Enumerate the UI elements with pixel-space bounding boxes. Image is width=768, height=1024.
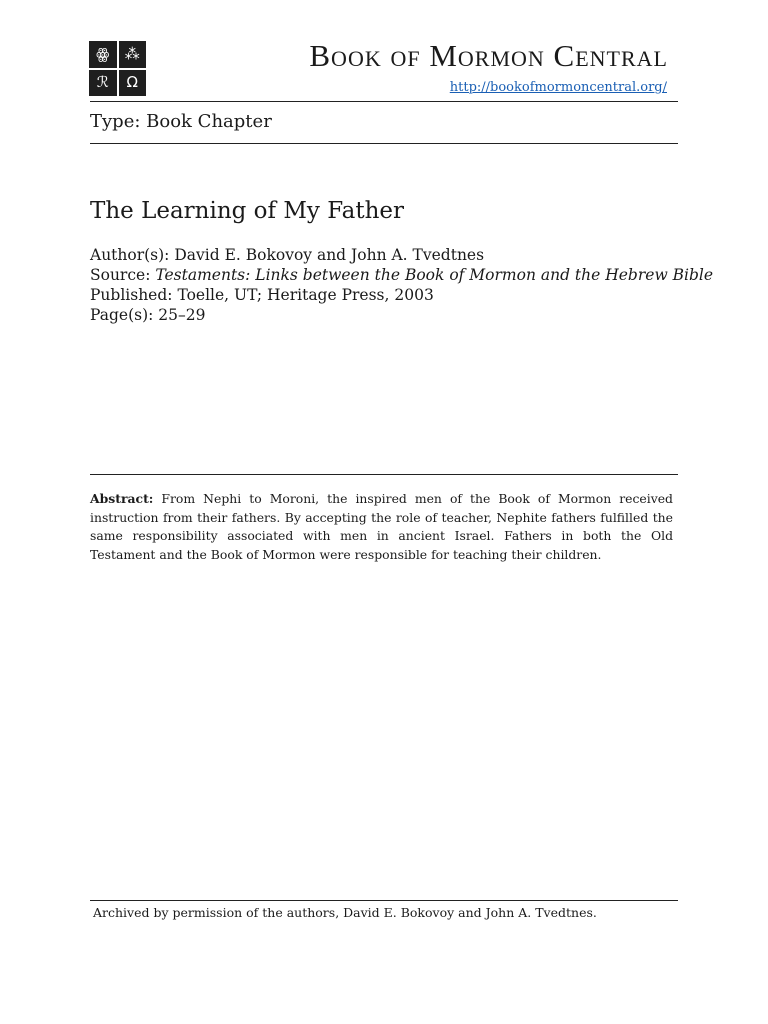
brand-title: Book of Mormon Central (309, 38, 668, 73)
footer-divider (90, 900, 678, 901)
book-of-mormon-central-logo (89, 41, 146, 96)
pages-line (90, 305, 713, 325)
header-divider (90, 101, 678, 102)
source-label: Source: (90, 266, 151, 284)
pages-label: Page(s): (90, 306, 154, 324)
abstract-label: Abstract: (90, 491, 154, 506)
logo-glyph-cell: ℛ (89, 70, 117, 97)
abstract-divider (90, 474, 678, 475)
logo-glyph-cell: Ω (119, 70, 147, 97)
document-type (90, 111, 272, 132)
source-line (90, 265, 713, 285)
logo-glyph-cell: ⁂ (119, 41, 147, 68)
brand-url-link[interactable]: http://bookofmormoncentral.org/ (449, 80, 667, 95)
document-metadata (90, 245, 713, 325)
authors-line (90, 245, 713, 265)
type-divider (90, 143, 678, 144)
pages-value: 25–29 (158, 306, 206, 324)
published-label: Published: (90, 286, 173, 304)
archive-notice: Archived by permission of the authors, David E. Bokovoy and John A. Tvedtnes. (93, 905, 597, 920)
published-value: Toelle, UT; Heritage Press, 2003 (177, 286, 434, 304)
logo-glyph-cell: ꙮ (89, 41, 117, 68)
type-value: Book Chapter (146, 111, 272, 132)
document-title: The Learning of My Father (90, 198, 404, 224)
type-label: Type: (90, 111, 141, 132)
abstract-text: From Nephi to Moroni, the inspired men of the Book of Mormon received instruction from their fathers. By accepting the role of teacher, Nephite fathers fulfilled the same responsibility associated with men in ancient Israel. Fathers in both the Old Testament and the Book of Mormon were responsible for teaching their children. (90, 491, 673, 563)
published-line (90, 285, 713, 305)
source-value: Testaments: Links between the Book of Mormon and the Hebrew Bible (155, 266, 714, 284)
authors-value: David E. Bokovoy and John A. Tvedtnes (174, 246, 485, 264)
authors-label: Author(s): (90, 246, 170, 264)
abstract-paragraph (90, 490, 673, 565)
